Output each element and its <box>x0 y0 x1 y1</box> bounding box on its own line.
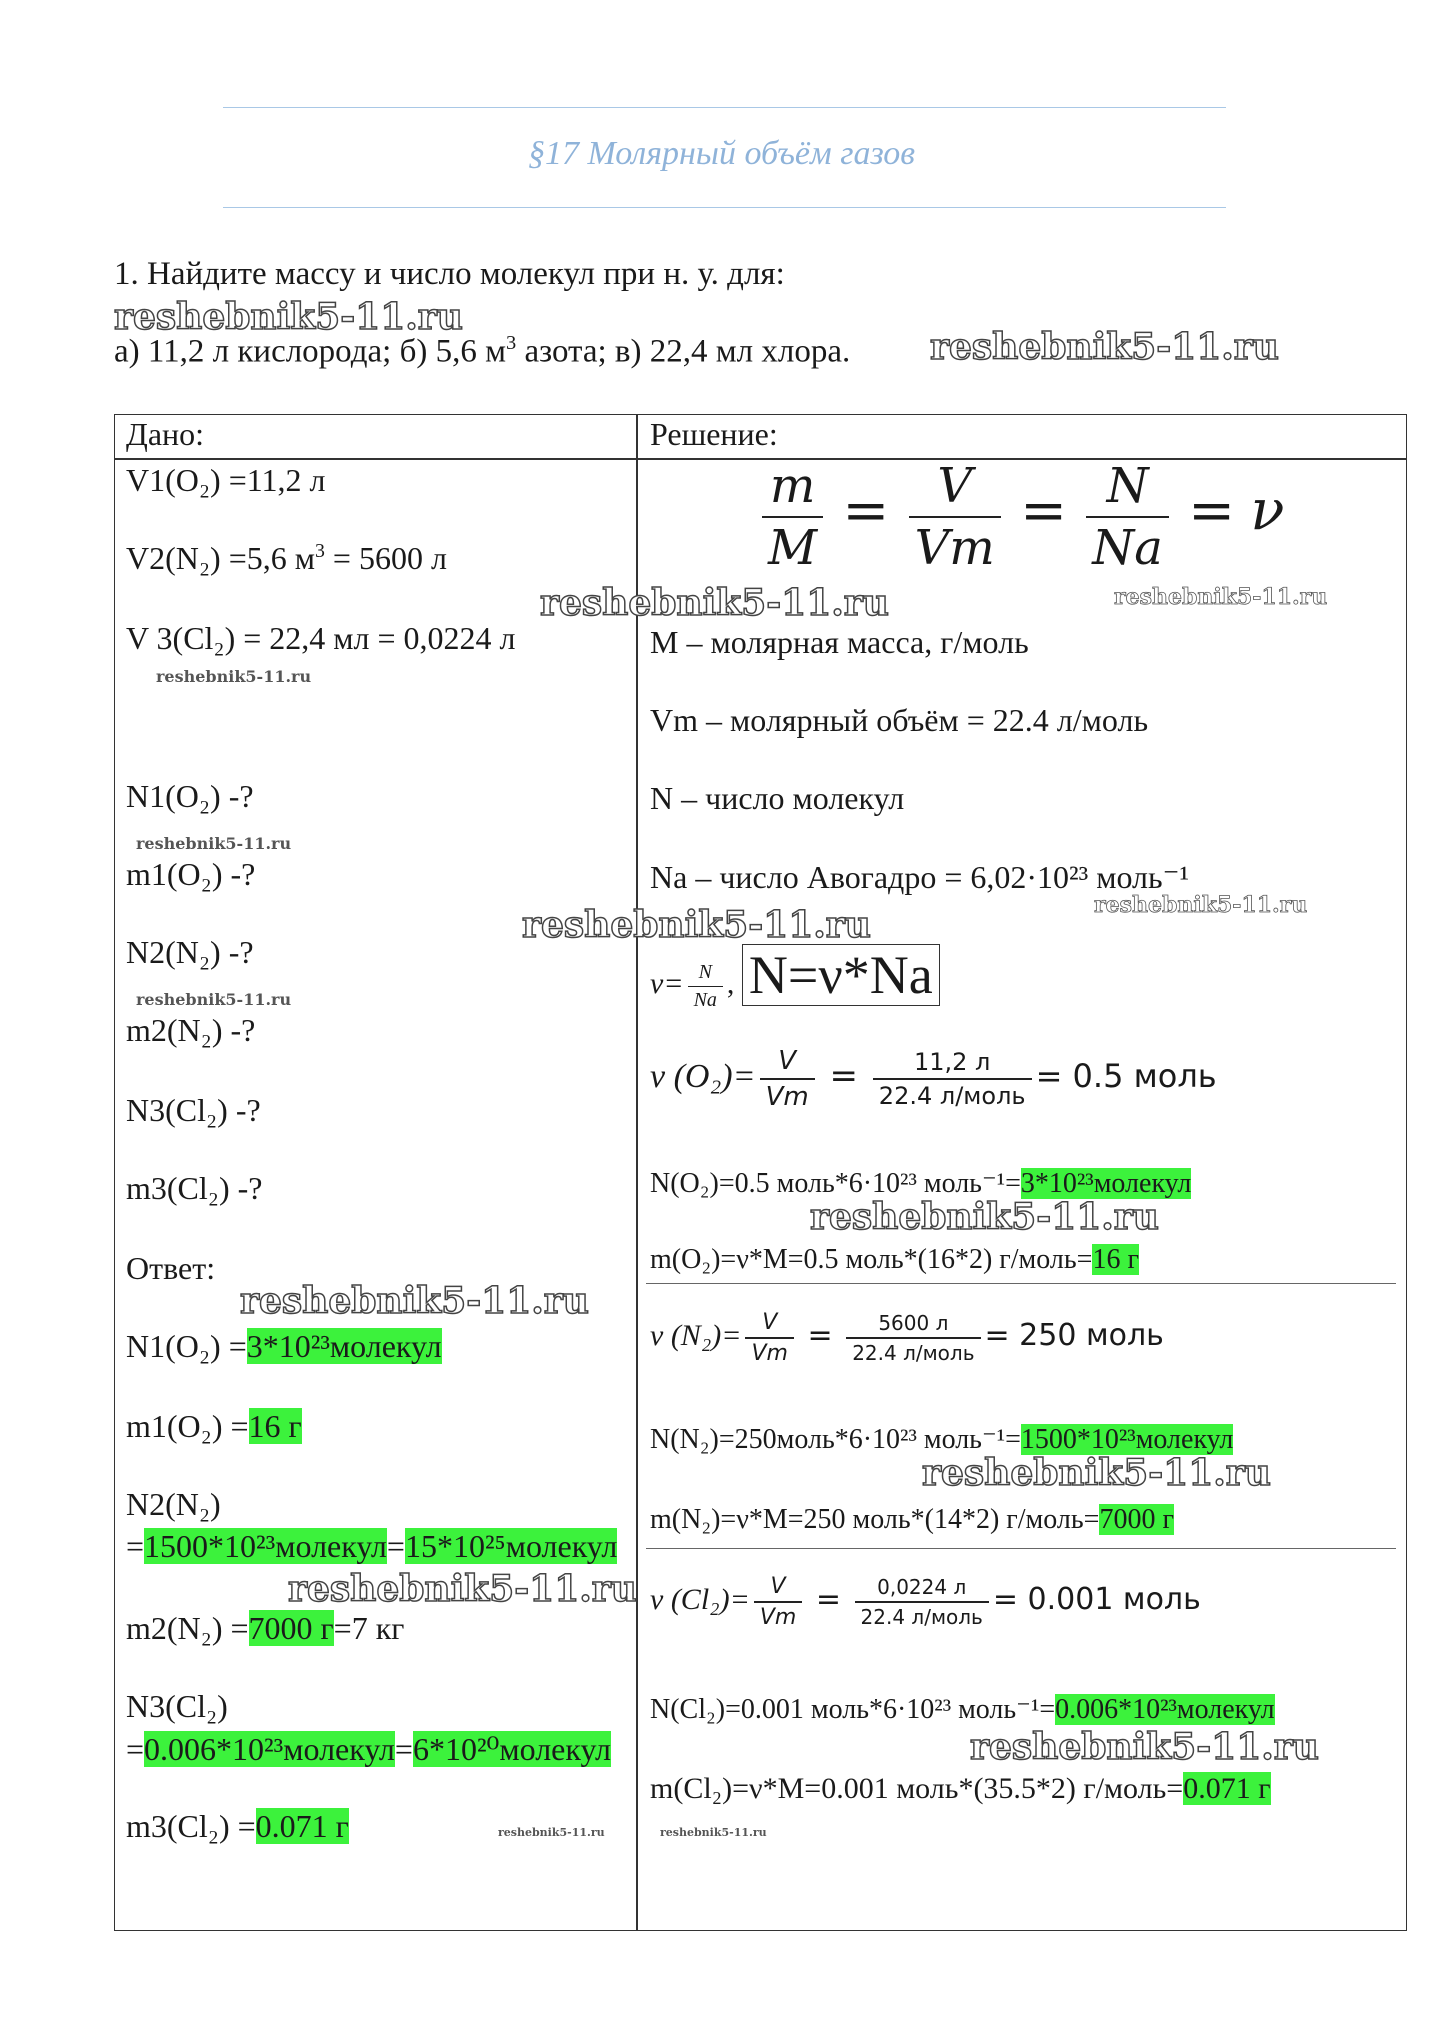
frac-N-Na <box>1086 458 1169 576</box>
watermark: reshebnik5-11.ru <box>540 582 889 624</box>
answer-m3 <box>126 1808 349 1845</box>
given-header: Дано: <box>126 416 205 452</box>
cl2-frac-2 <box>855 1575 989 1629</box>
answer-n2-label: N2(N₂) <box>126 1486 221 1522</box>
watermark: reshebnik5-11.ru <box>114 296 463 338</box>
answer-n3-value-2: 6*10²⁰молекул <box>412 1731 612 1767</box>
n2-result: = 250 моль <box>984 1317 1164 1353</box>
frac-N: N <box>1106 458 1149 514</box>
watermark: reshebnik5-11.ru <box>136 834 292 853</box>
cl2-frac-1 <box>754 1574 802 1630</box>
cl2-frac-2-num: 0,0224 л <box>877 1575 967 1599</box>
watermark: reshebnik5-11.ru <box>810 1196 1159 1238</box>
o2-m-text: m(O₂)=ν*M=0.5 моль*(16*2) г/моль= <box>650 1244 1093 1275</box>
watermark: reshebnik5-11.ru <box>970 1726 1319 1768</box>
n2-frac-2-num: 5600 л <box>878 1311 949 1335</box>
n2-frac-1 <box>745 1310 793 1366</box>
nu-symbol: ν <box>1250 478 1285 544</box>
watermark: reshebnik5-11.ru <box>156 667 312 686</box>
o2-frac-2-num: 11,2 л <box>913 1048 991 1076</box>
given-v2-a: V2(N₂) =5,6 м <box>126 540 315 576</box>
watermark: reshebnik5-11.ru <box>660 1826 767 1839</box>
answer-m1-label: m1(O₂) = <box>126 1408 249 1444</box>
eq-1: = <box>842 478 890 544</box>
n2-m-text: m(N₂)=ν*M=250 моль*(14*2) г/моль= <box>650 1504 1100 1535</box>
frac-Na: Na <box>1086 516 1169 576</box>
answer-m2-tail: =7 кг <box>333 1610 405 1646</box>
n2-N-row <box>650 1422 1233 1456</box>
given-q5: N3(Cl₂) -? <box>126 1092 261 1128</box>
answer-m2-label: m2(N₂) = <box>126 1610 249 1646</box>
boxed-formula: N=ν*Na <box>742 944 940 1006</box>
given-v2-sup: 3 <box>314 540 325 563</box>
o2-nu-row: ν (O₂)= $\frac{V}{Vm}$ = $\frac{11,2 л}{\text{22.4 л/моль}}$ = 0.5 моль <box>650 1046 1217 1112</box>
watermark: reshebnik5-11.ru <box>288 1568 637 1610</box>
frac-m: m <box>769 458 816 514</box>
answer-n1-label: N1(O₂) = <box>126 1328 247 1364</box>
cl2-m-row <box>650 1772 1271 1806</box>
cl2-nu-row: ν (Cl₂)= $\frac{V}{Vm}$ = $\frac{0,0224 л}{\text{22.4 л/моль}}$ = 0.001 моль <box>650 1574 1201 1630</box>
o2-nu-label: ν (O₂)= <box>650 1057 756 1095</box>
answer-n2: =1500*10²³молекул=15*10²⁵молекул <box>126 1528 618 1564</box>
nu-frac-num: N <box>698 960 712 983</box>
main-formula <box>758 458 1284 576</box>
o2-frac-1-den: Vm <box>760 1078 815 1112</box>
def-molar-volume: Vm – молярный объём = 22.4 л/моль <box>650 702 1149 738</box>
answer-n3-value-1: 0.006*10²³молекул <box>144 1731 395 1767</box>
n2-frac-2 <box>846 1311 980 1365</box>
o2-result: = 0.5 моль <box>1035 1056 1217 1095</box>
given-q2: m1(O₂) -? <box>126 856 256 892</box>
n2-m-row <box>650 1504 1174 1536</box>
answer-m2-value: 7000 г <box>248 1610 334 1646</box>
task-line-1: 1. Найдите массу и число молекул при н. у. для: <box>114 256 785 292</box>
answer-m1-value: 16 г <box>248 1408 302 1444</box>
watermark: reshebnik5-11.ru <box>522 904 871 946</box>
o2-frac-2 <box>873 1048 1032 1110</box>
frac-Vm: Vm <box>909 516 1001 576</box>
answer-n1-value: 3*10²³молекул <box>246 1328 442 1364</box>
cl2-N-value: 0.006*10²³молекул <box>1055 1694 1275 1725</box>
given-q4: m2(N₂) -? <box>126 1012 256 1048</box>
frac-V: V <box>937 458 973 514</box>
o2-frac-1 <box>760 1046 815 1112</box>
watermark: reshebnik5-11.ru <box>930 326 1279 368</box>
task-line-2-b: азота; в) 22,4 мл хлора. <box>516 333 851 370</box>
nu-prefix: ν= <box>650 967 684 1000</box>
cl2-N-text: N(Cl₂)=0.001 моль*6·10²³ моль⁻¹= <box>650 1694 1056 1725</box>
o2-frac-2-den: 22.4 л/моль <box>873 1078 1032 1110</box>
n2-N-text: N(N₂)=250моль*6·10²³ моль⁻¹= <box>650 1424 1021 1455</box>
cl2-result: = 0.001 моль <box>992 1581 1201 1617</box>
page-title: §17 Молярный объём газов <box>527 135 916 172</box>
watermark: reshebnik5-11.ru <box>136 990 292 1009</box>
nu-formula-row: ν= $\frac{N}{Na}$ , N=ν*Na <box>650 944 940 1012</box>
watermark: reshebnik5-11.ru <box>240 1280 589 1322</box>
frac-V-Vm <box>909 458 1001 576</box>
answer-n2-eq: = <box>126 1528 145 1564</box>
given-q1: N1(O₂) -? <box>126 778 254 814</box>
watermark: reshebnik5-11.ru <box>1094 892 1308 918</box>
n2-frac-2-den: 22.4 л/моль <box>846 1337 980 1365</box>
answer-m1 <box>126 1408 302 1445</box>
frac-m-M <box>762 458 823 576</box>
o2-N-row <box>650 1166 1191 1200</box>
watermark: reshebnik5-11.ru <box>922 1452 1271 1494</box>
task-line-2-sup: 3 <box>506 332 517 354</box>
watermark: reshebnik5-11.ru <box>1114 584 1328 610</box>
n2-nu-row: ν (N₂)= $\frac{V}{Vm}$ = $\frac{5600 л}{\text{22.4 л/моль}}$ = 250 моль <box>650 1310 1164 1366</box>
task-line-2-a: а) 11,2 л кислорода; б) 5,6 м <box>114 333 507 370</box>
table-divider <box>636 414 638 1931</box>
nu-frac <box>688 961 723 1012</box>
header-rule-bottom <box>223 207 1226 208</box>
o2-m-row <box>650 1244 1139 1276</box>
cl2-N-row <box>650 1692 1275 1726</box>
o2-m-value: 16 г <box>1092 1244 1139 1275</box>
given-q6: m3(Cl₂) -? <box>126 1170 263 1206</box>
n2-frac-1-den: Vm <box>745 1337 793 1366</box>
answer-m2 <box>126 1610 404 1647</box>
def-molar-mass: M – молярная масса, г/моль <box>650 624 1029 660</box>
n2-m-value: 7000 г <box>1099 1504 1174 1535</box>
cl2-m-text: m(Cl₂)=ν*M=0.001 моль*(35.5*2) г/моль= <box>650 1772 1184 1805</box>
answer-m3-label: m3(Cl₂) = <box>126 1808 256 1844</box>
o2-frac-1-num: V <box>778 1046 797 1076</box>
watermark: reshebnik5-11.ru <box>498 1826 605 1839</box>
answer-m3-value: 0.071 г <box>255 1808 349 1844</box>
given-v2-b: = 5600 л <box>324 540 447 576</box>
answer-n2-value-2: 15*10²⁵молекул <box>404 1528 618 1564</box>
given-v1: V1(O₂) =11,2 л <box>126 462 326 498</box>
nu-frac-den: Na <box>688 986 723 1012</box>
header-rule-top <box>223 107 1226 108</box>
n2-nu-label: ν (N₂)= <box>650 1318 742 1352</box>
answer-n3-eq: = <box>126 1731 145 1767</box>
o2-N-value: 3*10²³молекул <box>1020 1168 1192 1199</box>
n2-N-value: 1500*10²³молекул <box>1020 1424 1234 1455</box>
cl2-frac-2-den: 22.4 л/моль <box>855 1601 989 1629</box>
cl2-frac-1-den: Vm <box>754 1601 802 1630</box>
def-avogadro: Na – число Авогадро = 6,02·10²³ моль⁻¹ <box>650 859 1190 895</box>
given-v2 <box>126 540 447 577</box>
answer-n1 <box>126 1328 442 1365</box>
cl2-m-value: 0.071 г <box>1183 1772 1271 1805</box>
o2-N-text: N(O₂)=0.5 моль*6·10²³ моль⁻¹= <box>650 1168 1021 1199</box>
given-v3: V 3(Cl₂) = 22,4 мл = 0,0224 л <box>126 620 516 656</box>
def-molecule-count: N – число молекул <box>650 780 905 816</box>
section-rule-n2 <box>646 1548 1396 1549</box>
frac-M: M <box>762 516 823 576</box>
cl2-nu-label: ν (Cl₂)= <box>650 1582 750 1616</box>
answer-n2-value-1: 1500*10²³молекул <box>144 1528 387 1564</box>
eq-2: = <box>1020 478 1067 544</box>
answer-label: Ответ: <box>126 1250 216 1286</box>
answer-n3-label: N3(Cl₂) <box>126 1688 228 1724</box>
n2-frac-1-num: V <box>762 1310 778 1335</box>
answer-n3: =0.006*10²³молекул=6*10²⁰молекул <box>126 1731 612 1767</box>
eq-3: = <box>1188 478 1236 544</box>
given-q3: N2(N₂) -? <box>126 934 254 970</box>
solution-header: Решение: <box>650 416 778 452</box>
section-rule-o2 <box>646 1283 1396 1284</box>
cl2-frac-1-num: V <box>770 1574 786 1599</box>
